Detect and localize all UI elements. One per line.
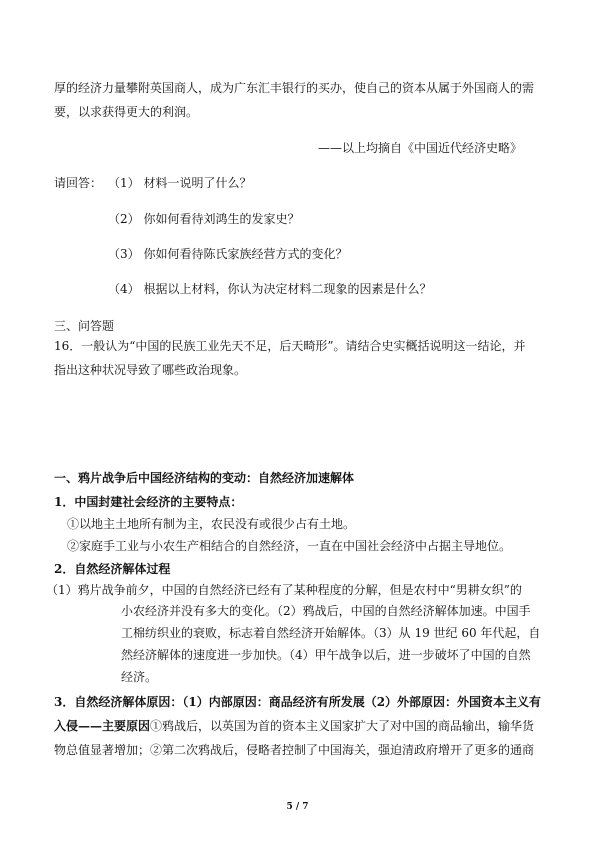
paragraph-text: ①鸦战后，以英国为首的资本主义国家扩大了对中国的商品输出，输华货 [150, 719, 535, 733]
notes-title: 一、鸦片战争后中国经济结构的变动：自然经济加速解体 [54, 471, 355, 485]
page-number: 5 / 7 [286, 802, 309, 812]
heading-2: 2．自然经济解体过程 [54, 562, 171, 576]
paragraph-line: 厚的经济力量攀附英国商人，成为广东汇丰银行的买办，使自己的资本从属于外国商人的需 [54, 81, 535, 95]
question-16-line: 16．一般认为“中国的民族工业先天不足，后天畸形”。请结合史实概括说明这一结论，并 [54, 339, 526, 353]
source-citation: ——以上均摘自《中国近代经济史略》 [318, 141, 523, 155]
heading-3: 3．自然经济解体原因：（1）内部原因：商品经济有所发展（2）外部原因：外国资本主义有 [54, 695, 542, 709]
question-16-line: 指出这种状况导致了哪些政治现象。 [54, 363, 247, 377]
paragraph-line: （1）鸦片战争前夕，中国的自然经济已经有了某种程度的分解，但是农村中“男耕女织”的 [46, 583, 522, 597]
paragraph-line: 然经济解体的速度进一步加快。（4）甲午战争以后，进一步破坏了中国的自然 [121, 648, 531, 662]
question-4: （4） 根据以上材料，你认为决定材料二现象的因素是什么？ [108, 282, 432, 296]
list-item: ①以地主土地所有制为主，农民没有或很少占有土地。 [67, 517, 356, 531]
heading-1: 1．中国封建社会经济的主要特点： [54, 495, 243, 509]
main-cause-label: 入侵——主要原因 [54, 719, 151, 733]
paragraph-line: 工棉纺织业的衰败，标志着自然经济开始解体。（3）从 19 世纪 60 年代起，自 [121, 626, 541, 640]
paragraph-line [54, 714, 544, 738]
list-item: ②家庭手工业与小农生产相结合的自然经济，一直在中国社会经济中占据主导地位。 [67, 539, 512, 553]
questions-prefix: 请回答： [54, 176, 103, 190]
question-1: （1） 材料一说明了什么？ [108, 176, 252, 190]
paragraph-line: 物总值显著增加；②第二次鸦战后，侵略者控制了中国海关，强迫清政府增开了更多的通商 [54, 743, 535, 757]
paragraph-line: 小农经济并没有多大的变化。（2）鸦战后，中国的自然经济解体加速。中国手 [121, 604, 531, 618]
paragraph-line: 经济。 [121, 670, 158, 684]
question-3: （3） 你如何看待陈氏家族经营方式的变化？ [108, 247, 348, 261]
section-title: 三、问答题 [54, 319, 115, 333]
paragraph-line: 要，以求获得更大的利润。 [54, 105, 199, 119]
question-2: （2） 你如何看待刘鸿生的发家史？ [108, 212, 300, 226]
